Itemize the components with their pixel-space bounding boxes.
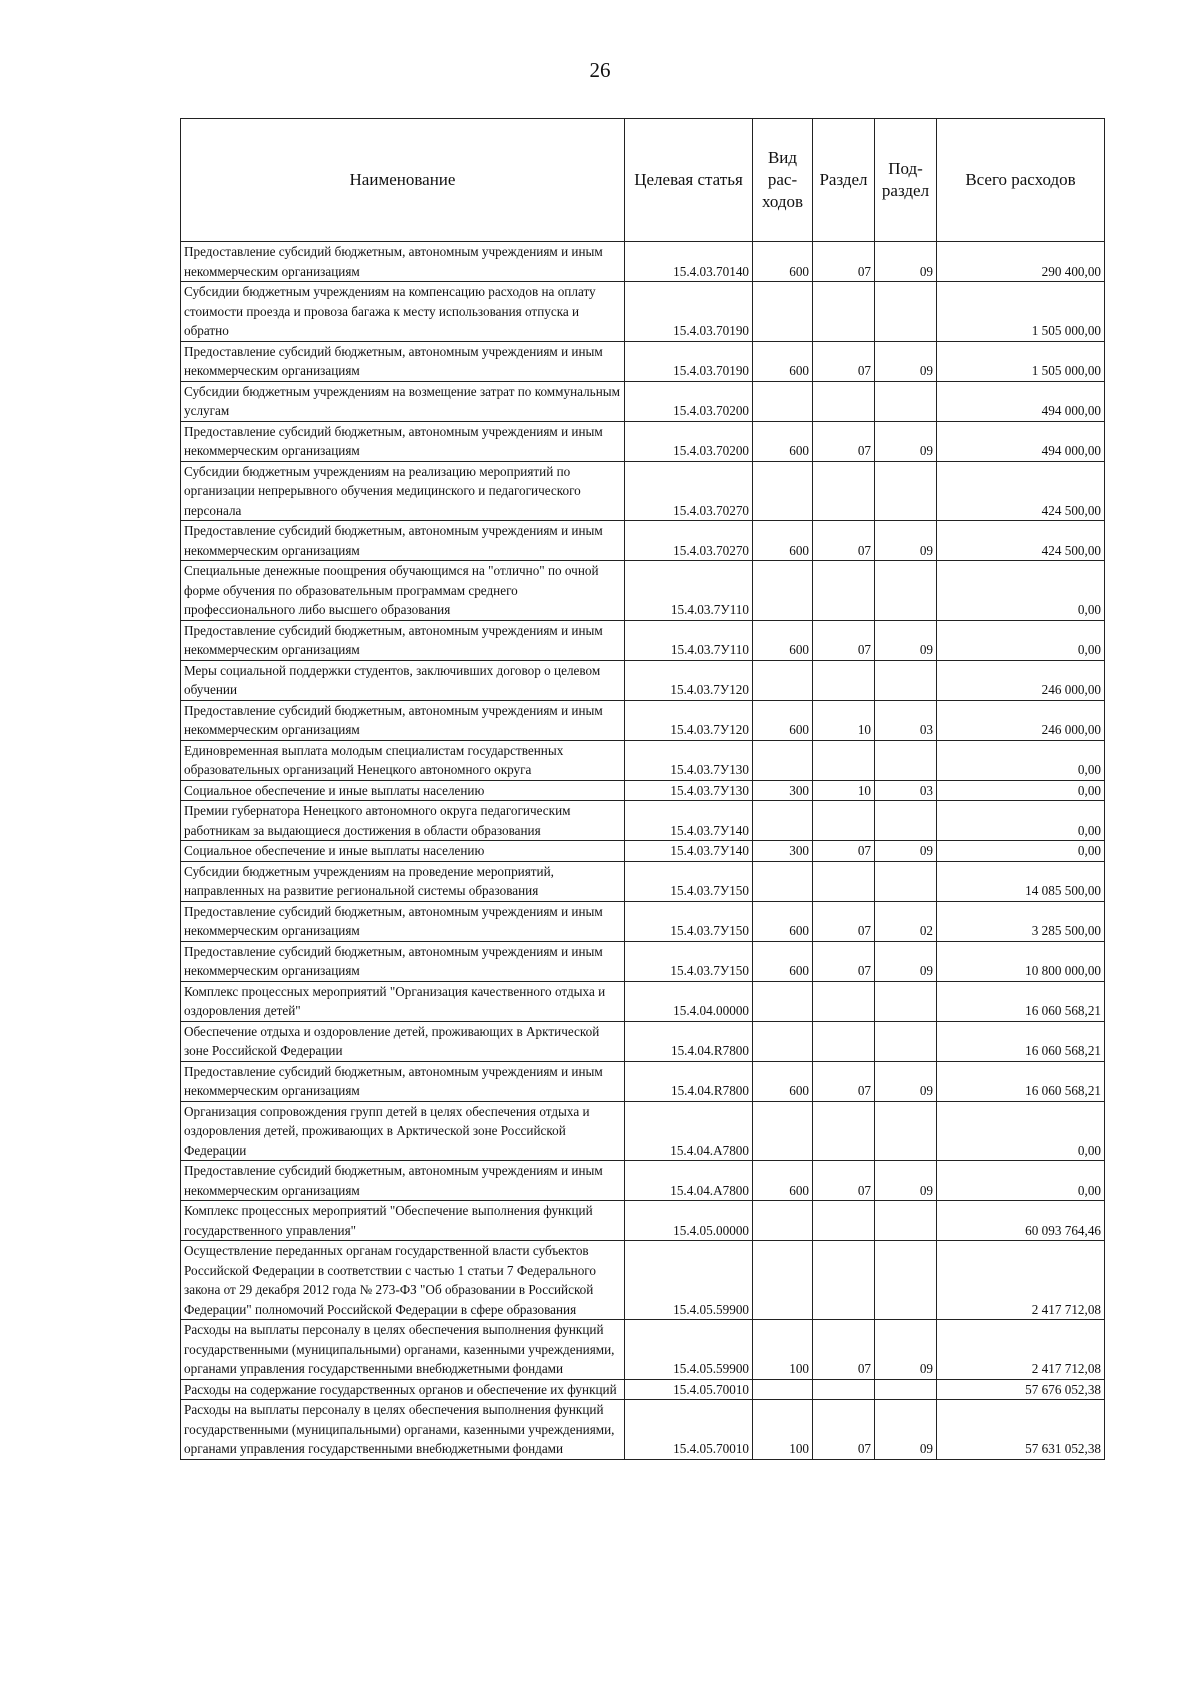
cell-expense-type: 600 (753, 242, 813, 282)
cell-name: Расходы на содержание государственных органов и обеспечение их функций (181, 1379, 625, 1400)
table-row (181, 1379, 1105, 1400)
cell-subsection: 09 (875, 341, 937, 381)
cell-section: 07 (813, 1061, 875, 1101)
cell-section (813, 1021, 875, 1061)
cell-subsection: 09 (875, 620, 937, 660)
header-name: Наименование (181, 119, 625, 242)
table-row (181, 780, 1105, 801)
cell-total: 16 060 568,21 (937, 1021, 1105, 1061)
cell-expense-type: 600 (753, 341, 813, 381)
cell-name: Специальные денежные поощрения обучающимся на "отлично" по очной форме обучения по образовательным программам среднего профессионального либо высшего образования (181, 561, 625, 621)
cell-name: Предоставление субсидий бюджетным, автономным учреждениям и иным некоммерческим организациям (181, 242, 625, 282)
cell-expense-type (753, 1201, 813, 1241)
cell-total: 1 505 000,00 (937, 341, 1105, 381)
table-row (181, 981, 1105, 1021)
cell-section (813, 1379, 875, 1400)
cell-name: Комплекс процессных мероприятий "Обеспечение выполнения функций государственного управления" (181, 1201, 625, 1241)
cell-expense-type (753, 381, 813, 421)
cell-total: 0,00 (937, 1101, 1105, 1161)
header-expense-type: Вид рас-ходов (753, 119, 813, 242)
cell-expense-type: 600 (753, 1061, 813, 1101)
cell-expense-type (753, 1241, 813, 1320)
table-row (181, 561, 1105, 621)
cell-code: 15.4.03.70270 (625, 521, 753, 561)
cell-section (813, 740, 875, 780)
table-row (181, 660, 1105, 700)
cell-subsection: 09 (875, 841, 937, 862)
cell-code: 15.4.03.70200 (625, 421, 753, 461)
cell-name: Меры социальной поддержки студентов, заключивших договор о целевом обучении (181, 660, 625, 700)
cell-code: 15.4.03.70200 (625, 381, 753, 421)
cell-subsection (875, 1241, 937, 1320)
cell-total: 1 505 000,00 (937, 282, 1105, 342)
cell-total: 14 085 500,00 (937, 861, 1105, 901)
cell-expense-type: 600 (753, 1161, 813, 1201)
cell-subsection: 09 (875, 1400, 937, 1460)
cell-subsection (875, 1201, 937, 1241)
cell-subsection (875, 1101, 937, 1161)
cell-section: 07 (813, 341, 875, 381)
cell-code: 15.4.03.7У110 (625, 620, 753, 660)
cell-total: 0,00 (937, 1161, 1105, 1201)
cell-expense-type: 100 (753, 1320, 813, 1380)
cell-section: 07 (813, 941, 875, 981)
cell-name: Предоставление субсидий бюджетным, автономным учреждениям и иным некоммерческим организациям (181, 341, 625, 381)
cell-total: 424 500,00 (937, 461, 1105, 521)
cell-name: Расходы на выплаты персоналу в целях обеспечения выполнения функций государственными (муниципальными) органами, казенными учреждениями, органами управления государственными внебюджетными фондами (181, 1320, 625, 1380)
table-row (181, 381, 1105, 421)
cell-code: 15.4.03.7У150 (625, 901, 753, 941)
table-row (181, 941, 1105, 981)
cell-subsection (875, 801, 937, 841)
cell-name: Социальное обеспечение и иные выплаты населению (181, 780, 625, 801)
cell-code: 15.4.03.7У120 (625, 660, 753, 700)
cell-total: 494 000,00 (937, 421, 1105, 461)
cell-subsection (875, 740, 937, 780)
cell-section: 07 (813, 841, 875, 862)
cell-section: 07 (813, 1320, 875, 1380)
cell-expense-type: 300 (753, 841, 813, 862)
cell-expense-type (753, 981, 813, 1021)
cell-code: 15.4.03.70190 (625, 282, 753, 342)
cell-expense-type (753, 801, 813, 841)
cell-expense-type (753, 461, 813, 521)
table-header-row (181, 119, 1105, 242)
cell-section (813, 861, 875, 901)
cell-expense-type: 600 (753, 901, 813, 941)
cell-expense-type (753, 561, 813, 621)
cell-section (813, 1241, 875, 1320)
cell-total: 2 417 712,08 (937, 1320, 1105, 1380)
cell-code: 15.4.03.7У110 (625, 561, 753, 621)
cell-subsection: 09 (875, 1061, 937, 1101)
table-row (181, 1241, 1105, 1320)
cell-total: 16 060 568,21 (937, 1061, 1105, 1101)
cell-subsection: 09 (875, 1161, 937, 1201)
cell-code: 15.4.04.00000 (625, 981, 753, 1021)
cell-name: Субсидии бюджетным учреждениям на проведение мероприятий, направленных на развитие региональной системы образования (181, 861, 625, 901)
cell-name: Предоставление субсидий бюджетным, автономным учреждениям и иным некоммерческим организациям (181, 1161, 625, 1201)
table-row (181, 341, 1105, 381)
cell-expense-type: 600 (753, 700, 813, 740)
table-row (181, 461, 1105, 521)
cell-code: 15.4.03.7У130 (625, 780, 753, 801)
cell-expense-type (753, 660, 813, 700)
cell-total: 424 500,00 (937, 521, 1105, 561)
cell-section (813, 561, 875, 621)
cell-expense-type: 600 (753, 620, 813, 660)
cell-expense-type: 600 (753, 941, 813, 981)
cell-section: 07 (813, 1400, 875, 1460)
cell-total: 494 000,00 (937, 381, 1105, 421)
cell-code: 15.4.04.A7800 (625, 1161, 753, 1201)
cell-total: 10 800 000,00 (937, 941, 1105, 981)
cell-code: 15.4.03.7У150 (625, 941, 753, 981)
cell-code: 15.4.03.7У140 (625, 801, 753, 841)
table-row (181, 620, 1105, 660)
cell-total: 0,00 (937, 561, 1105, 621)
cell-code: 15.4.03.7У140 (625, 841, 753, 862)
table-row (181, 901, 1105, 941)
cell-total: 60 093 764,46 (937, 1201, 1105, 1241)
expenditure-table (180, 118, 1105, 1460)
table-row (181, 1201, 1105, 1241)
table-row (181, 1021, 1105, 1061)
table-row (181, 861, 1105, 901)
cell-total: 290 400,00 (937, 242, 1105, 282)
cell-name: Осуществление переданных органам государственной власти субъектов Российской Федерации в соответствии с частью 1 статьи 7 Федерального закона от 29 декабря 2012 года № 273-ФЗ "Об образовании в Российской Федерации" полномочий Российской Федерации в сфере образования (181, 1241, 625, 1320)
cell-total: 0,00 (937, 780, 1105, 801)
cell-code: 15.4.03.7У150 (625, 861, 753, 901)
cell-section: 10 (813, 780, 875, 801)
cell-section: 07 (813, 242, 875, 282)
cell-name: Предоставление субсидий бюджетным, автономным учреждениям и иным некоммерческим организациям (181, 941, 625, 981)
cell-subsection (875, 282, 937, 342)
cell-name: Предоставление субсидий бюджетным, автономным учреждениям и иным некоммерческим организациям (181, 521, 625, 561)
cell-section (813, 660, 875, 700)
cell-name: Субсидии бюджетным учреждениям на реализацию мероприятий по организации непрерывного обучения медицинского и педагогического персонала (181, 461, 625, 521)
cell-subsection: 09 (875, 1320, 937, 1380)
table-row (181, 1101, 1105, 1161)
cell-code: 15.4.04.A7800 (625, 1101, 753, 1161)
cell-section (813, 282, 875, 342)
cell-total: 246 000,00 (937, 660, 1105, 700)
cell-expense-type (753, 861, 813, 901)
table-row (181, 1320, 1105, 1380)
cell-total: 3 285 500,00 (937, 901, 1105, 941)
cell-code: 15.4.04.R7800 (625, 1061, 753, 1101)
cell-expense-type: 600 (753, 421, 813, 461)
cell-code: 15.4.05.00000 (625, 1201, 753, 1241)
page-number: 26 (589, 58, 611, 82)
cell-section (813, 461, 875, 521)
cell-subsection: 03 (875, 780, 937, 801)
cell-code: 15.4.03.70190 (625, 341, 753, 381)
table-row (181, 740, 1105, 780)
cell-subsection (875, 1379, 937, 1400)
cell-section: 07 (813, 1161, 875, 1201)
cell-expense-type (753, 740, 813, 780)
cell-name: Комплекс процессных мероприятий "Организация качественного отдыха и оздоровления детей" (181, 981, 625, 1021)
cell-subsection: 09 (875, 242, 937, 282)
cell-expense-type: 300 (753, 780, 813, 801)
cell-section: 07 (813, 620, 875, 660)
cell-name: Обеспечение отдыха и оздоровление детей, проживающих в Арктической зоне Российской Федерации (181, 1021, 625, 1061)
cell-code: 15.4.05.70010 (625, 1379, 753, 1400)
cell-name: Субсидии бюджетным учреждениям на компенсацию расходов на оплату стоимости проезда и провоза багажа к месту использования отпуска и обратно (181, 282, 625, 342)
cell-subsection (875, 461, 937, 521)
cell-name: Социальное обеспечение и иные выплаты населению (181, 841, 625, 862)
table-body (181, 242, 1105, 1460)
cell-subsection (875, 381, 937, 421)
table-row (181, 841, 1105, 862)
cell-name: Предоставление субсидий бюджетным, автономным учреждениям и иным некоммерческим организациям (181, 700, 625, 740)
cell-total: 0,00 (937, 801, 1105, 841)
cell-name: Расходы на выплаты персоналу в целях обеспечения выполнения функций государственными (муниципальными) органами, казенными учреждениями, органами управления государственными внебюджетными фондами (181, 1400, 625, 1460)
cell-total: 16 060 568,21 (937, 981, 1105, 1021)
table-row (181, 421, 1105, 461)
cell-expense-type (753, 1101, 813, 1161)
header-subsection: Под-раздел (875, 119, 937, 242)
cell-expense-type: 600 (753, 521, 813, 561)
cell-total: 57 676 052,38 (937, 1379, 1105, 1400)
cell-expense-type: 100 (753, 1400, 813, 1460)
cell-expense-type (753, 1021, 813, 1061)
cell-total: 0,00 (937, 841, 1105, 862)
cell-name: Субсидии бюджетным учреждениям на возмещение затрат по коммунальным услугам (181, 381, 625, 421)
cell-code: 15.4.03.70140 (625, 242, 753, 282)
cell-code: 15.4.03.70270 (625, 461, 753, 521)
cell-code: 15.4.04.R7800 (625, 1021, 753, 1061)
cell-code: 15.4.05.70010 (625, 1400, 753, 1460)
cell-section: 07 (813, 901, 875, 941)
cell-total: 0,00 (937, 620, 1105, 660)
cell-code: 15.4.05.59900 (625, 1320, 753, 1380)
table-row (181, 242, 1105, 282)
cell-subsection (875, 981, 937, 1021)
cell-section: 07 (813, 421, 875, 461)
table-row (181, 1061, 1105, 1101)
cell-total: 0,00 (937, 740, 1105, 780)
table-row (181, 801, 1105, 841)
cell-expense-type (753, 1379, 813, 1400)
cell-name: Предоставление субсидий бюджетным, автономным учреждениям и иным некоммерческим организациям (181, 901, 625, 941)
header-code: Целевая статья (625, 119, 753, 242)
table-row (181, 700, 1105, 740)
cell-expense-type (753, 282, 813, 342)
cell-subsection (875, 660, 937, 700)
cell-section: 10 (813, 700, 875, 740)
cell-subsection (875, 861, 937, 901)
table-row (181, 282, 1105, 342)
table-row (181, 1161, 1105, 1201)
table-row (181, 521, 1105, 561)
cell-section (813, 801, 875, 841)
cell-total: 57 631 052,38 (937, 1400, 1105, 1460)
cell-total: 246 000,00 (937, 700, 1105, 740)
cell-code: 15.4.03.7У120 (625, 700, 753, 740)
cell-subsection: 02 (875, 901, 937, 941)
cell-section (813, 1101, 875, 1161)
header-total: Всего расходов (937, 119, 1105, 242)
cell-name: Предоставление субсидий бюджетным, автономным учреждениям и иным некоммерческим организациям (181, 620, 625, 660)
cell-section (813, 381, 875, 421)
cell-subsection (875, 1021, 937, 1061)
cell-total: 2 417 712,08 (937, 1241, 1105, 1320)
table-row (181, 1400, 1105, 1460)
cell-subsection: 03 (875, 700, 937, 740)
cell-code: 15.4.05.59900 (625, 1241, 753, 1320)
cell-name: Премии губернатора Ненецкого автономного округа педагогическим работникам за выдающиеся достижения в области образования (181, 801, 625, 841)
cell-subsection: 09 (875, 521, 937, 561)
cell-section (813, 1201, 875, 1241)
cell-name: Единовременная выплата молодым специалистам государственных образовательных организаций Ненецкого автономного округа (181, 740, 625, 780)
cell-name: Предоставление субсидий бюджетным, автономным учреждениям и иным некоммерческим организациям (181, 1061, 625, 1101)
cell-section: 07 (813, 521, 875, 561)
cell-subsection (875, 561, 937, 621)
cell-name: Предоставление субсидий бюджетным, автономным учреждениям и иным некоммерческим организациям (181, 421, 625, 461)
cell-subsection: 09 (875, 421, 937, 461)
cell-subsection: 09 (875, 941, 937, 981)
cell-section (813, 981, 875, 1021)
cell-name: Организация сопровождения групп детей в целях обеспечения отдыха и оздоровления детей, проживающих в Арктической зоне Российской Федерации (181, 1101, 625, 1161)
cell-code: 15.4.03.7У130 (625, 740, 753, 780)
header-section: Раздел (813, 119, 875, 242)
